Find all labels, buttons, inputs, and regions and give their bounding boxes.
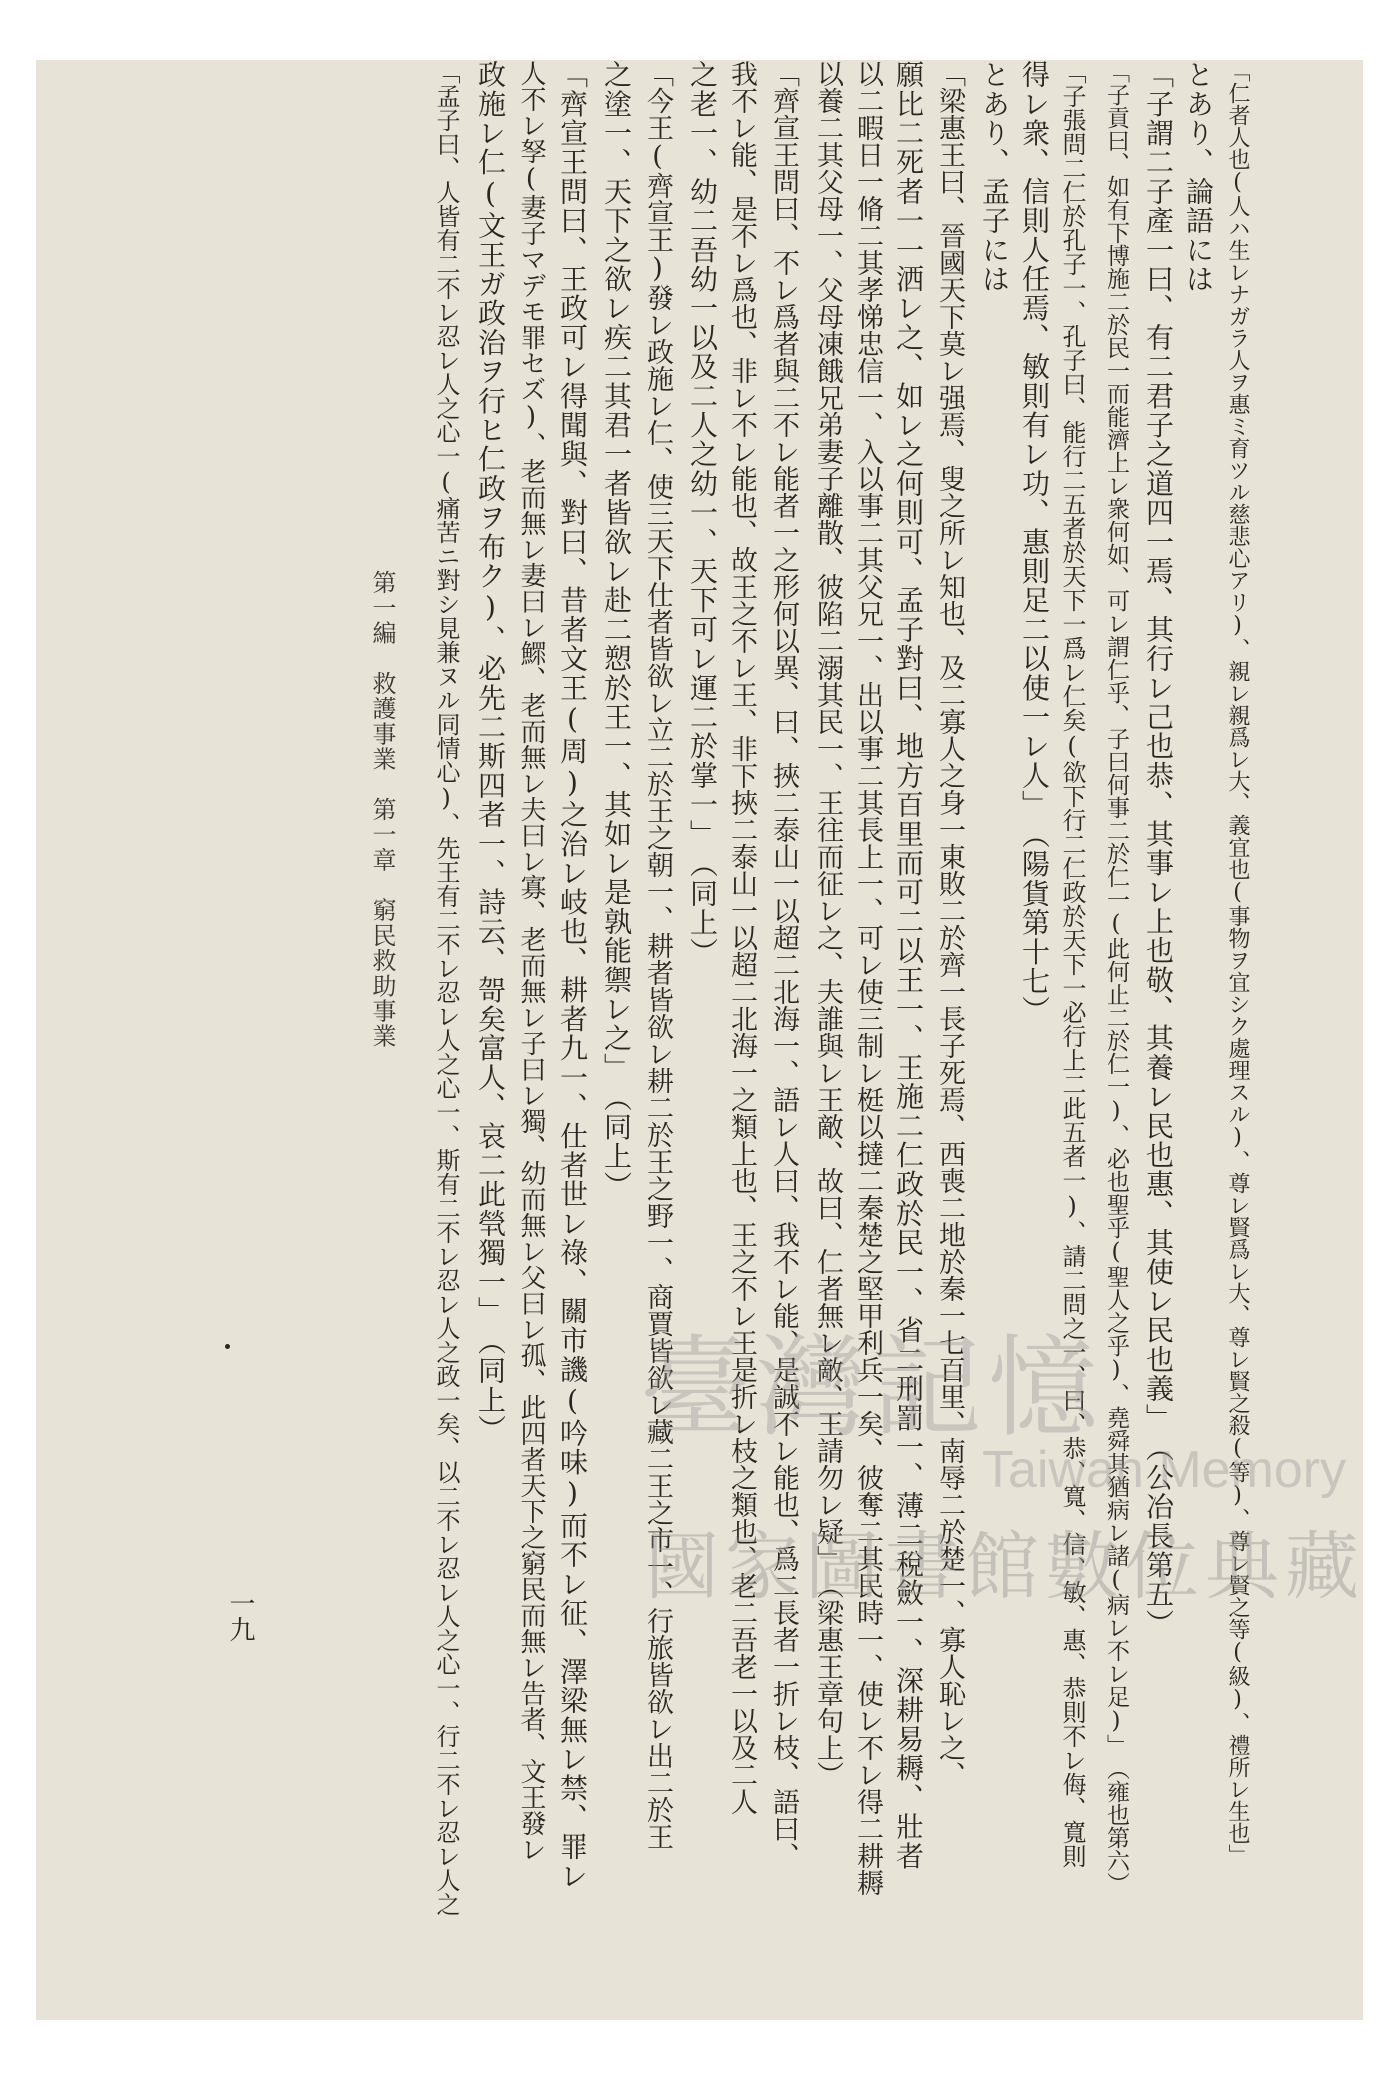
text-column: 「孟子曰、人皆有二不レ忍レ人之心一(痛苦ニ對シ見兼ヌル同情心)、先王有二不レ忍レ人之心一、斯有二不レ忍レ人之政一矣、以二不レ忍レ人之心一、行二不レ忍レ人之 — [432, 60, 460, 1916]
watermark-logo: 臺灣記憶 — [640, 1324, 1104, 1452]
text-column: 以養二其父母一、父母凍餓兄弟妻子離散、彼陷二溺其民一、王往而征レ之、夫誰與レ王敵、故曰、仁者無レ敵、王請勿レ疑」 （梁惠王章句上） — [812, 60, 843, 1788]
text-column: 之塗一、天下之欲レ疾二其君一者皆欲レ赴二愬於王一、其如レ是孰能禦レ之」 （同上） — [600, 60, 633, 1200]
text-column: 「子張問二仁於孔子一、孔子曰、能行二五者於天下一爲レ仁矣(欲下行二仁政於天下一必行上二此五者一)、請二問之一、曰、恭、寬、信、敏、惠、恭則不レ侮、寬則 — [1058, 60, 1086, 1868]
text-column: 「齊宣王問曰、不レ爲者與二不レ能者一之形何以異、曰、挾二泰山一以超二北海一、語レ人曰、我不レ能、是誠不レ能也、爲二長者一折レ枝、語曰、 — [768, 60, 799, 1869]
text-column: 「今王(齊宣王)發レ政施レ仁、使三天下仕者皆欲レ立二於王之朝一、耕者皆欲レ耕二於王之野一、商賈皆欲レ藏二王之市一、行旅皆欲レ出二於王 — [642, 60, 673, 1850]
text-column: 「仁者人也(人ハ生レナガラ人ヲ惠ミ育ツル慈悲心アリ)、親レ親爲レ大、義宜也(事物ヲ宜シク處理スル)、尊レ賢爲レ大、尊レ賢之殺(等)、尊レ賢之等(級)、禮所レ生也」 — [1225, 60, 1250, 1866]
text-column: 得レ衆、信則人任焉、敏則有レ功、惠則足二以使一レ人」 （陽貨第十七） — [1018, 60, 1051, 1025]
running-header: 第一編 救護事業 第一章 窮民救助事業 — [368, 570, 396, 1049]
text-column: 「梁惠王曰、晉國天下莫レ强焉、叟之所レ知也、及二寡人之身一東敗二於齊一長子死焉、西喪二地於秦一七百里、南辱二於楚一、寡人恥レ之、 — [934, 60, 965, 1788]
watermark-text: 國家圖書館數位典藏 — [645, 1524, 1365, 1610]
book-page — [36, 60, 1363, 2020]
text-column: とあり、孟子には — [978, 60, 1011, 294]
page-number: 一九 — [225, 1590, 255, 1642]
text-column: 人不レ孥(妻子マデモ罪セズ)、老而無レ妻曰レ鰥、老而無レ夫曰レ寡、老而無レ子曰レ獨、幼而無レ父曰レ孤、此四者天下之窮民而無レ告者、文王發レ — [516, 60, 546, 1862]
text-column: 政施レ仁(文王ガ政治ヲ行ヒ仁政ヲ布ク)、必先二斯四者一、詩云、哿矣富人、哀二此煢獨一」 （同上） — [474, 60, 507, 1444]
watermark-english: Taiwan Memory — [982, 1441, 1347, 1499]
text-column: 願比二死者一一洒レ之、如レ之何則可、孟子對曰、地方百里而可二以王一、王施二仁政於民一、省二刑罰一、薄二稅斂一、深耕易耨、壯者 — [892, 60, 925, 1871]
ornament-dot — [225, 1344, 230, 1349]
text-column: 「齊宣王問曰、王政可レ得聞與、對曰、昔者文王(周)之治レ岐也、耕者九一、仕者世レ祿、關市譏(吟味)而不レ征、澤梁無レ禁、罪レ — [556, 60, 589, 1891]
text-column: 我不レ能、是不レ爲也、非レ不レ能也、故王之不レ王、非下挾二泰山一以超二北海一之類上也、王之不レ王是折レ枝之類也、老二吾老一以及二人 — [726, 60, 757, 1815]
text-column: 以二暇日一脩二其孝悌忠信一、入以事二其父兄一、出以事二其長上一、可レ使三制レ梃以撻二秦楚之堅甲利兵一矣、彼奪二其民時一、使レ不レ得二耕耨 — [852, 60, 883, 1896]
text-column: とあり、論語には — [1182, 60, 1215, 294]
text-column: 「子謂二子產一曰、有二君子之道四一焉、其行レ己也恭、其事レ上也敬、其養レ民也惠、其使レ民也義」 （公冶長第五） — [1142, 60, 1175, 1638]
text-column: 「子貢曰、如有下博施二於民一而能濟上レ衆何如、可レ謂仁乎、子曰何事二於仁一(此何止二於仁一)、必也聖乎(聖人之乎)、堯舜其猶病レ諸(病レ不レ足)」 （雍也第六） — [1103, 60, 1129, 1895]
text-column: 之老一、幼二吾幼一以及二人之幼一、天下可レ運二於掌一」 （同上） — [686, 60, 719, 967]
